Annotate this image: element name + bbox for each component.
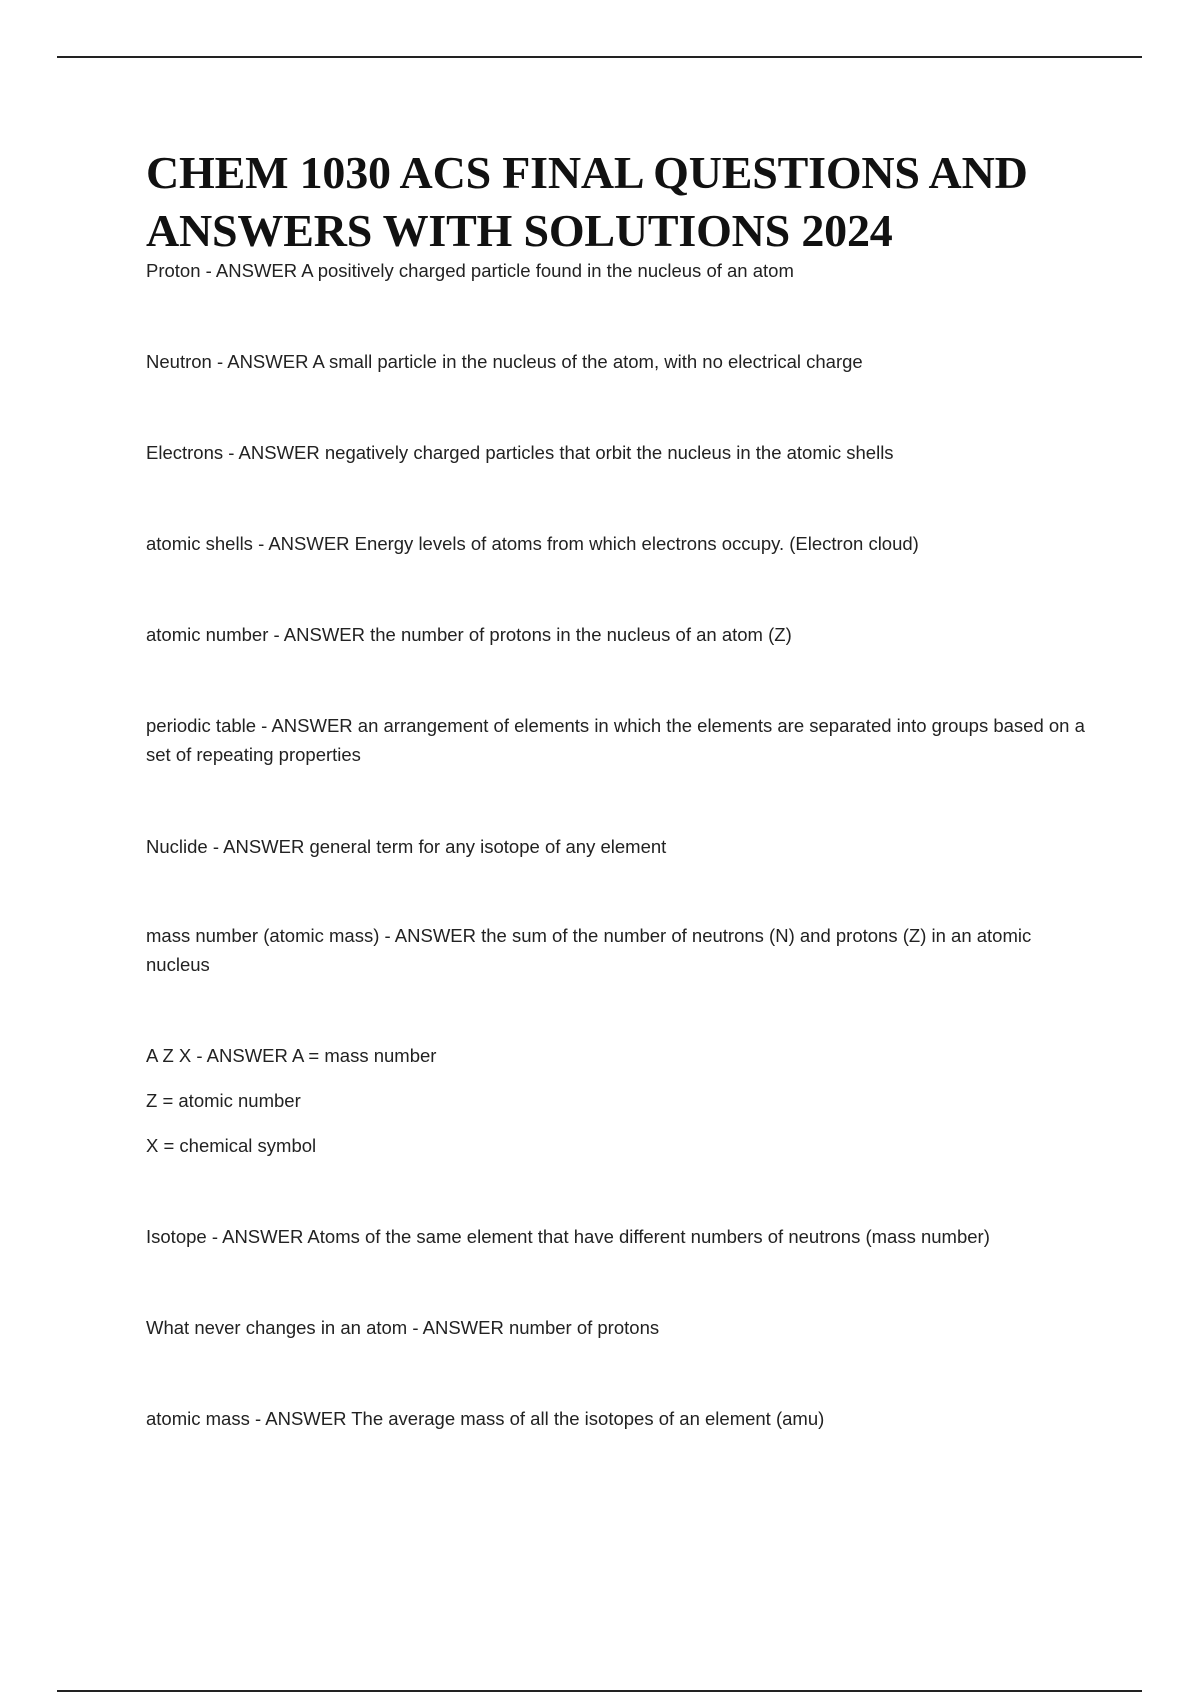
entry-never-changes: What never changes in an atom - ANSWER number of protons <box>146 1317 660 1338</box>
entry-proton: Proton - ANSWER A positively charged particle found in the nucleus of an atom <box>146 260 794 281</box>
bottom-divider <box>57 1690 1142 1692</box>
entry-nuclide: Nuclide - ANSWER general term for any isotope of any element <box>146 836 667 857</box>
entry-atomic-mass: atomic mass - ANSWER The average mass of all the isotopes of an element (amu) <box>146 1408 825 1429</box>
entry-periodic-table: periodic table - ANSWER an arrangement of elements in which the elements are separated into groups based on a set of repeating properties <box>146 715 1085 765</box>
entry-isotope: Isotope - ANSWER Atoms of the same element that have different numbers of neutrons (mass number) <box>146 1226 990 1247</box>
entry-atomic-shells: atomic shells - ANSWER Energy levels of atoms from which electrons occupy. (Electron cloud) <box>146 533 919 554</box>
entry-electrons: Electrons - ANSWER negatively charged particles that orbit the nucleus in the atomic shells <box>146 442 894 463</box>
entry-azx-z: Z = atomic number <box>146 1090 301 1111</box>
entry-neutron: Neutron - ANSWER A small particle in the nucleus of the atom, with no electrical charge <box>146 351 863 372</box>
entry-atomic-number: atomic number - ANSWER the number of protons in the nucleus of an atom (Z) <box>146 624 792 645</box>
entry-mass-number: mass number (atomic mass) - ANSWER the sum of the number of neutrons (N) and protons (Z) in an atomic nucleus <box>146 925 1032 975</box>
entry-azx-x: X = chemical symbol <box>146 1135 317 1156</box>
entry-azx: A Z X - ANSWER A = mass number <box>146 1045 437 1066</box>
top-divider <box>57 56 1142 58</box>
document-title: CHEM 1030 ACS FINAL QUESTIONS AND ANSWERS WITH SOLUTIONS 2024 <box>146 147 1028 256</box>
